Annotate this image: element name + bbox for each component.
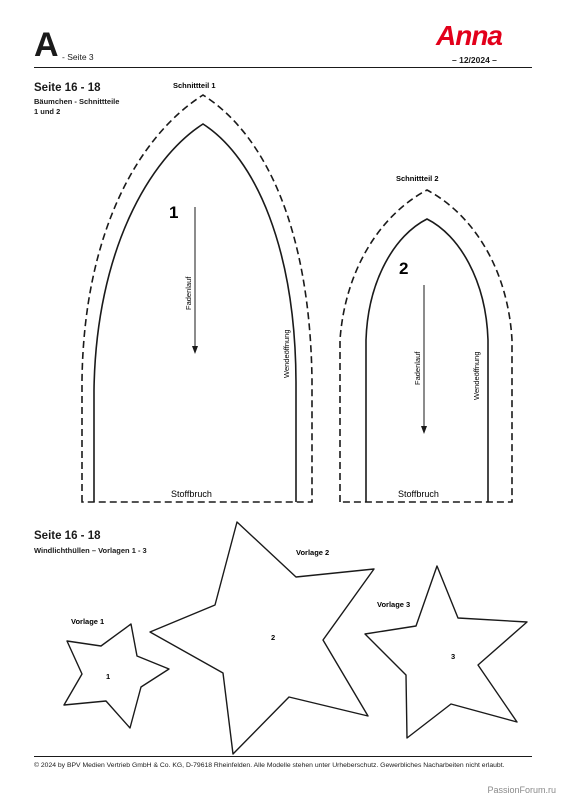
anna-logo: Anna xyxy=(436,20,502,51)
piece2-number: 2 xyxy=(399,259,409,278)
piece1-fold-label: Stoffbruch xyxy=(171,489,212,499)
star-3-title: Vorlage 3 xyxy=(377,600,411,609)
section2-subheading: Windlichthüllen – Vorlagen 1 - 3 xyxy=(34,546,147,555)
piece2-title: Schnittteil 2 xyxy=(396,174,439,183)
section2-heading: Seite 16 - 18 xyxy=(34,530,101,542)
star-1-outline xyxy=(64,624,169,728)
section1-subheading-line2: 1 und 2 xyxy=(34,107,61,116)
star-3-outline xyxy=(365,566,527,738)
page-reference: - Seite 3 xyxy=(62,52,94,62)
star-2-number: 2 xyxy=(271,633,276,642)
arrow-down-icon xyxy=(421,426,427,434)
piece1-title: Schnittteil 1 xyxy=(173,81,216,90)
piece2-cutting-line xyxy=(366,219,488,502)
magazine-section-letter: A xyxy=(34,26,59,64)
piece1-seam-allowance-outline xyxy=(82,95,312,502)
star-2-outline xyxy=(150,522,374,754)
pattern-piece-1 xyxy=(82,81,312,502)
star-1-number: 1 xyxy=(106,672,111,681)
piece2-opening-label: Wendeöffnung xyxy=(472,351,481,400)
piece2-grain-label: Fadenlauf xyxy=(413,351,422,385)
piece2-fold-label: Stoffbruch xyxy=(398,489,439,499)
section1-heading: Seite 16 - 18 xyxy=(34,82,101,94)
site-watermark: PassionForum.ru xyxy=(487,785,556,795)
piece1-grain-label: Fadenlauf xyxy=(184,276,193,310)
star-2-title: Vorlage 2 xyxy=(296,548,330,557)
star-template-2 xyxy=(150,522,374,754)
footer-divider xyxy=(34,756,532,757)
star-3-number: 3 xyxy=(451,652,456,661)
piece1-opening-label: Wendeöffnung xyxy=(282,329,291,378)
issue-number: – 12/2024 – xyxy=(452,55,497,65)
pattern-piece-2 xyxy=(340,174,512,502)
star-template-3 xyxy=(365,566,527,738)
section1-subheading-line1: Bäumchen - Schnittteile xyxy=(34,97,120,106)
star-1-title: Vorlage 1 xyxy=(71,617,105,626)
arrow-down-icon xyxy=(192,346,198,354)
copyright-notice: © 2024 by BPV Medien Vertrieb GmbH & Co. KG, D-79618 Rheinfelden. Alle Modelle stehen unter Urheberschutz. Gewerbliches Nacharbeiten nicht erlaubt. xyxy=(34,762,505,769)
piece1-number: 1 xyxy=(169,203,179,222)
